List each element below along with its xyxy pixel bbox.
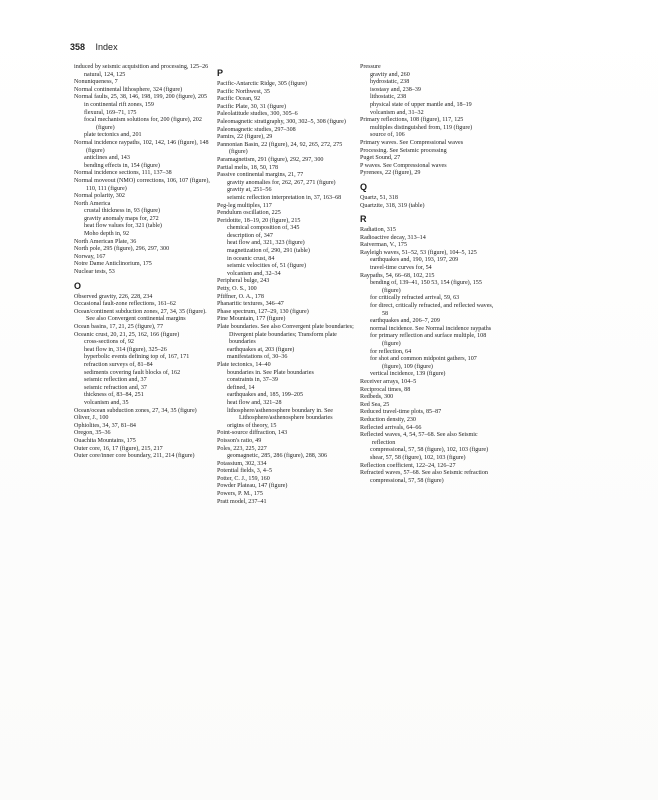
index-subentry: hydrostatic, 238: [370, 79, 410, 86]
index-letter-heading: P: [217, 68, 224, 78]
index-subentry: flexural, 169–71, 175: [84, 109, 137, 116]
index-entry: Raiverman, V., 175: [360, 242, 407, 249]
index-subentry: source of, 106: [370, 132, 405, 139]
index-entry: Quartzite, 318, 319 (table): [360, 202, 425, 209]
index-entry: Radioactive decay, 313–14: [360, 234, 426, 241]
index-entry: Reduced travel-time plots, 85–87: [360, 409, 442, 416]
index-subentry: for shot and common midpoint gathers, 107 (figure), 109 (figure): [370, 356, 477, 370]
index-entry: Norway, 167: [74, 253, 106, 260]
index-entry: Oceanic crust, 20, 21, 25, 162, 166 (figure): [74, 331, 180, 338]
index-subentry: volcanism and, 32–34: [227, 270, 281, 277]
index-entry: Phanaritic textures, 346–47: [217, 301, 284, 308]
index-subentry: gravity anomaly maps for, 272: [84, 215, 159, 222]
index-entry: Peridotite, 18–19, 20 (figure), 215: [217, 217, 301, 224]
index-entry: Radiation, 315: [360, 227, 396, 234]
index-subentry: chemical composition of, 345: [227, 225, 300, 232]
index-subentry: earthquakes and, 206–7, 209: [370, 318, 440, 325]
index-subentry: hyperbolic events defining top of, 167, 171: [84, 354, 190, 361]
index-subentry: magnetization of, 290, 291 (table): [227, 248, 310, 255]
index-entry: Normal incidence sections, 111, 137–38: [74, 170, 172, 177]
index-subentry: isostasy and, 238–39: [370, 86, 421, 93]
index-entry: Raypaths, 54, 66–68, 102, 215: [360, 272, 435, 279]
index-subentry: earthquakes and, 190, 193, 197, 209: [370, 257, 459, 264]
index-subentry: focal mechanism solutions for, 200 (figure), 202 (figure): [84, 117, 202, 131]
index-subentry: sediments covering fault blocks of, 162: [84, 369, 181, 376]
index-entry: Red Sea, 25: [360, 401, 390, 408]
index-subentry: gravity anomalies for, 262, 267, 271 (figure): [227, 179, 336, 186]
index-entry: Observed gravity, 226, 228, 234: [74, 293, 153, 300]
index-entry: Passive continental margins, 21, 77: [217, 172, 304, 179]
index-subentry: shear, 57, 58 (figure), 102, 103 (figure): [370, 454, 466, 461]
index-entry: North pole, 295 (figure), 296, 297, 300: [74, 246, 170, 253]
index-entry: Rayleigh waves, 51–52, 53 (figure), 104–5, 125: [360, 249, 477, 256]
index-entry: Plate boundaries. See also Convergent plate boundaries; Divergent plate boundaries; Transform plate boundaries: [217, 324, 354, 346]
index-entry: Powers, P. M., 175: [217, 491, 263, 498]
index-subentry: plate tectonics and, 201: [84, 132, 142, 139]
index-subentry: for direct, critically refracted, and reflected waves, 58: [370, 303, 494, 317]
index-entry: Reduction density, 230: [360, 416, 416, 423]
index-subentry: gravity and, 260: [370, 71, 410, 78]
index-subentry: seismic reflection interpretation in, 37, 163–68: [227, 194, 342, 201]
index-entry: Nuclear tests, 53: [74, 269, 115, 276]
index-entry: Pratt model, 237–41: [217, 498, 267, 505]
index-subentry: heat flow values for, 321 (table): [84, 223, 162, 230]
index-column-1: [74, 64, 212, 461]
index-entry: Normal incidence raypaths, 102, 142, 146 (figure), 148 (figure): [74, 139, 209, 154]
index-subentry: Moho depth in, 92: [84, 231, 130, 238]
index-subentry: lithostatic, 238: [370, 94, 407, 101]
index-subentry: earthquakes at, 203 (figure): [227, 346, 295, 353]
index-entry: Reflection coefficient, 122–24, 126–27: [360, 462, 456, 469]
index-entry: Nonuniqueness, 7: [74, 79, 118, 86]
index-entry: Peg-leg multiples, 117: [217, 202, 272, 209]
index-subentry: physical state of upper mantle and, 18–19: [370, 101, 472, 108]
index-subentry: gravity at, 251–56: [227, 187, 272, 194]
index-entry: Pannonian Basin, 22 (figure), 24, 92, 265, 272, 275 (figure): [217, 141, 343, 156]
index-entry: Ouachita Mountains, 175: [74, 437, 136, 444]
index-entry: Primary reflections, 108 (figure), 117, 125: [360, 117, 464, 124]
index-subentry: for reflection, 64: [370, 348, 412, 355]
index-subentry: crustal thickness in, 93 (figure): [84, 208, 160, 215]
index-subentry: seismic velocities of, 51 (figure): [227, 263, 307, 270]
index-entry: Reflected arrivals, 64–66: [360, 424, 422, 431]
index-subentry: in continental rift zones, 159: [84, 101, 154, 108]
index-entry: Pfiffner, O. A., 178: [217, 293, 264, 300]
index-entry: Normal moveout (NMO) corrections, 106, 107 (figure), 110, 111 (figure): [74, 177, 210, 192]
index-subentry: defined, 14: [227, 384, 255, 391]
index-entry: Partial melts, 18, 50, 178: [217, 164, 279, 171]
index-subentry: seismic refraction and, 37: [84, 384, 147, 391]
index-entry: Processing. See Seismic processing: [360, 147, 447, 154]
index-entry: Receiver arrays, 104–5: [360, 378, 417, 385]
index-subentry: manifestations of, 30–36: [227, 354, 288, 361]
index-entry: Redbeds, 300: [360, 394, 394, 401]
index-subentry: geomagnetic, 285, 286 (figure), 288, 306: [227, 453, 328, 460]
index-subentry: compressional, 57, 58 (figure), 102, 103 (figure): [370, 447, 489, 454]
index-entry: induced by seismic acquisition and processing, 125–26: [74, 64, 209, 70]
index-subentry: description of, 347: [227, 232, 273, 239]
index-entry: North American Plate, 36: [74, 238, 137, 245]
index-subentry: volcanism and, 35: [84, 399, 129, 406]
index-entry: Peripheral bulge, 243: [217, 278, 270, 285]
index-entry: Normal faults, 25, 38, 146, 198, 199, 200 (figure), 205: [74, 94, 208, 101]
index-subentry: in oceanic crust, 84: [227, 255, 275, 262]
index-entry: Normal continental lithosphere, 324 (figure): [74, 86, 183, 93]
index-subentry: heat flow and, 321–28: [227, 399, 282, 406]
index-subentry: normal incidence. See Normal incidence raypaths: [370, 325, 492, 332]
index-entry: Ophiolites, 34, 37, 81–84: [74, 422, 136, 429]
index-subentry: vertical incidence, 139 (figure): [370, 371, 446, 378]
index-subentry: earthquakes and, 185, 199–205: [227, 392, 303, 399]
index-subentry: refraction surveys of, 81–84: [84, 361, 153, 368]
index-subentry: thickness of, 83–84, 251: [84, 392, 144, 399]
index-letter-heading: O: [74, 280, 82, 291]
index-entry: Potter, C. J., 159, 160: [217, 475, 270, 482]
index-entry: Notre Dame Anticlinorium, 175: [74, 261, 152, 268]
index-subentry: cross-sections of, 92: [84, 339, 134, 346]
index-entry: Pendulum oscillation, 225: [217, 210, 281, 217]
index-letter-heading: R: [360, 214, 367, 225]
index-entry: Oregon, 35–36: [74, 430, 111, 437]
index-subentry: anticlines and, 143: [84, 155, 130, 162]
index-subentry: bending of, 139–41, 150 53, 154 (figure), 155 (figure): [370, 280, 482, 294]
index-entry: Puget Sound, 27: [360, 155, 401, 162]
index-subentry: volcanism and, 31–32: [370, 109, 424, 116]
index-subentry: multiples distinguished from, 119 (figure): [370, 124, 473, 131]
index-entry: Pamirs, 22 (figure), 29: [217, 134, 273, 141]
index-entry: Pacific-Antarctic Ridge, 305 (figure): [217, 81, 308, 87]
index-entry: Petty, O. S., 100: [217, 286, 257, 293]
index-subentry: seismic reflection and, 37: [84, 377, 147, 384]
index-subentry: boundaries in. See Plate boundaries: [227, 369, 314, 376]
index-subentry: bending effects in, 154 (figure): [84, 162, 160, 169]
index-entry: Paleomagnetic studies, 297–308: [217, 126, 296, 133]
index-entry: Pacific Plate, 30, 31 (figure): [217, 103, 287, 110]
index-entry: Poles, 223, 225, 227: [217, 445, 267, 452]
index-entry: Primary waves. See Compressional waves: [360, 139, 464, 146]
index-entry: Occasional fault-zone reflections, 161–62: [74, 301, 176, 308]
index-entry: North America: [74, 200, 111, 207]
index-subentry: origins of theory, 15: [227, 422, 277, 429]
index-entry: Pacific Ocean, 92: [217, 96, 261, 103]
index-entry: Refracted waves, 57–68. See also Seismic refraction: [360, 470, 488, 477]
index-column-2: [217, 64, 355, 506]
index-entry: Poisson's ratio, 49: [217, 437, 262, 444]
index-entry: Potential fields, 3, 4–5: [217, 468, 273, 475]
index-entry: Paleomagnetic stratigraphy, 300, 302–5, 308 (figure): [217, 118, 346, 125]
index-entry: Normal polarity, 302: [74, 193, 125, 200]
index-entry: Ocean/ocean subduction zones, 27, 34, 35 (figure): [74, 407, 197, 414]
index-entry: Phase spectrum, 127–29, 130 (figure): [217, 308, 309, 315]
index-entry: Potassium, 302, 334: [217, 460, 267, 467]
index-entry: Powder Plateau, 147 (figure): [217, 483, 288, 490]
index-subentry: compressional, 57, 58 (figure): [370, 477, 444, 484]
index-letter-heading: Q: [360, 181, 368, 192]
index-entry: Ocean basins, 17, 21, 25 (figure), 77: [74, 324, 164, 330]
index-subentry: heat flow and, 321, 323 (figure): [227, 240, 305, 247]
index-subentry: constraints in, 37–39: [227, 377, 278, 384]
index-entry: Plate tectonics, 14–40: [217, 361, 271, 368]
index-entry: Pressure: [360, 64, 381, 70]
page-title: Index: [95, 42, 118, 52]
index-subentry: heat flow in, 314 (figure), 325–26: [84, 346, 167, 353]
index-entry: Pyrenees, 22 (figure), 29: [360, 170, 421, 177]
index-subentry: travel-time curves for, 54: [370, 265, 432, 272]
index-entry: Reflected waves, 4, 54, 57–68. See also Seismic reflection: [360, 432, 478, 446]
index-subentry: natural, 124, 125: [84, 71, 126, 78]
index-subentry: for primary reflection and surface multiple, 108 (figure): [370, 333, 487, 347]
index-entry: Point-source diffraction, 143: [217, 430, 288, 437]
index-entry: P waves. See Compressional waves: [360, 162, 447, 169]
index-entry: Pacific Northwest, 35: [217, 88, 270, 95]
page-header: [70, 42, 118, 52]
index-entry: Outer core/inner core boundary, 211, 214 (figure): [74, 453, 195, 460]
index-column-3: [360, 64, 498, 485]
index-subentry: for critically refracted arrival, 59, 63: [370, 295, 460, 302]
index-subentry: lithosphere/asthenosphere boundary in. See Lithosphere/asthenosphere boundaries: [227, 407, 333, 422]
index-entry: Ocean/continent subduction zones, 27, 34, 35 (figure). See also Convergent continental margins: [74, 308, 207, 323]
page-number: 358: [70, 42, 86, 52]
index-entry: Paleolatitude studies, 300, 305–6: [217, 111, 298, 118]
index-entry: Paramagnetism, 291 (figure), 292, 297, 300: [217, 156, 324, 163]
index-entry: Pine Mountain, 177 (figure): [217, 316, 286, 323]
index-entry: Reciprocal times, 88: [360, 386, 411, 393]
index-entry: Quartz, 51, 318: [360, 194, 398, 201]
index-entry: Oliver, J., 100: [74, 415, 109, 422]
index-entry: Outer core, 16, 17 (figure), 215, 217: [74, 445, 163, 452]
